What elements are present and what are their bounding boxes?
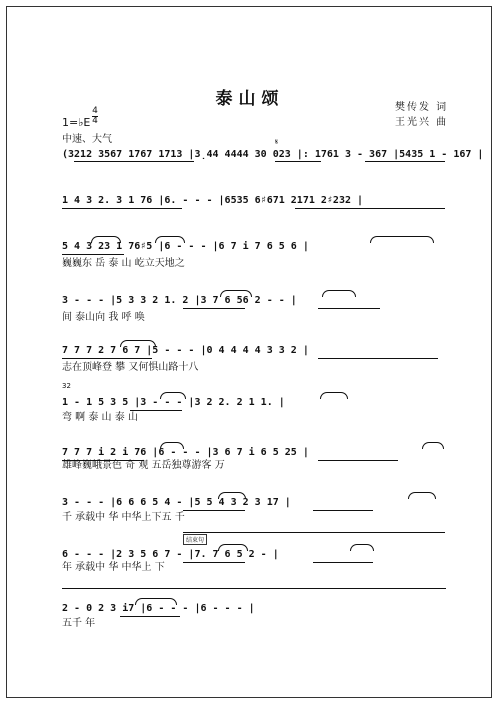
coda-label: 结束句 [183, 534, 207, 545]
beam-line [130, 410, 182, 411]
lyrics-row-8: 千 承载中 华 中华上下五 千 [62, 512, 185, 523]
tempo-marking: 中速、大气 [62, 134, 112, 145]
lyric-row-4 [62, 312, 446, 324]
beam-line [295, 208, 445, 209]
lyric-row-9 [62, 562, 446, 574]
slur-mark [370, 236, 434, 243]
beam-line [74, 161, 194, 162]
slur-mark [350, 544, 374, 551]
coda-bracket-line [183, 532, 445, 533]
meter-top: 4 [92, 106, 98, 116]
lyric-row-7 [62, 460, 446, 472]
lyrics-row-6: 弯 啊 泰 山 泰 山 [62, 412, 138, 423]
notes-row-5: 7 7 7 2 7 6 7 |5 - - - |0 4 4 4 4 3 3 2 | [62, 345, 309, 356]
lyric-row-6 [62, 412, 446, 424]
slur-mark [322, 290, 356, 297]
staff-row-1 [62, 146, 484, 162]
staff-row-7 [62, 444, 446, 460]
beam-line [183, 308, 245, 309]
beam-line [120, 616, 180, 617]
lyrics-row-3: 巍巍东 岳 泰 山 屹立天地之 [62, 258, 185, 269]
notes-row-4: 3 - - - |5 3 3 2 1. 2 |3 7 6 56 2 - - | [62, 295, 297, 306]
notes-row-9: 6 - - - |2 3 5 6 7 - |7. 7 6 5 2 - | [62, 549, 279, 560]
staff-row-6 [62, 394, 446, 410]
beam-line [318, 358, 438, 359]
notes-row-6: 1 - 1 5 3 5 |3 - - - |3 2 2. 2 1 1. | [62, 397, 285, 408]
notes-row-3: 5 4 3 23 1 76♯5 |6 - - - |6 7 i 7 6 5 6 | [62, 241, 309, 252]
beam-line [313, 510, 373, 511]
slur-mark [218, 544, 248, 551]
lyric-row-5 [62, 362, 446, 374]
meter-bottom: 4 [92, 116, 98, 126]
segno-mark: 𝄋 [275, 138, 279, 146]
slur-mark [220, 290, 252, 297]
notes-row-1: (3212 3567 1767 1713 |3̣44 4444 30 023 |: 1761 3 - 367 |5435 1 - 167 | [62, 149, 484, 160]
slur-mark [408, 492, 436, 499]
slur-mark [218, 492, 246, 499]
notes-row-10: 2 - 0 2 3 i7 |6 - - - |6 - - - | [62, 603, 255, 614]
slur-mark [120, 340, 156, 347]
beam-line [183, 510, 245, 511]
beam-line [62, 208, 182, 209]
slur-mark [135, 598, 177, 605]
slur-mark [320, 392, 348, 399]
lyric-row-8 [62, 512, 446, 524]
time-signature [92, 107, 98, 126]
slur-mark [160, 392, 186, 399]
slur-mark [160, 442, 184, 449]
slur-mark [91, 236, 121, 243]
composer-credit: 王光兴 曲 [395, 117, 449, 128]
lyric-row-10 [62, 618, 446, 630]
beam-line [275, 161, 321, 162]
lyrics-row-5: 志在顶峰登 攀 又何惧山路十八 [62, 362, 199, 373]
lyrics-row-10: 五千 年 [62, 618, 96, 629]
staff-row-8 [62, 494, 446, 510]
lyrics-row-9: 年 承载中 华 中华上 下 [62, 562, 165, 573]
song-title: 泰山颂 [215, 89, 285, 109]
staff-row-9 [62, 546, 446, 562]
beam-line [365, 161, 445, 162]
notes-row-7: 7 7 7 i 2 i 76 |6 - - - |3 6 7 i 6 5 25 | [62, 447, 309, 458]
lyrics-row-4: 间 泰山向 我 呼 唤 [62, 312, 145, 323]
lyrics-row-7: 雄峰巍峨景色 奇 观 五岳独尊游客 万 [62, 460, 225, 471]
notes-row-8: 3 - - - |6 6 6 5 4 - |5 5 4 3 2 3 17 | [62, 497, 291, 508]
beam-line [62, 358, 152, 359]
grace-note-mark: 32 [62, 382, 71, 390]
staff-row-10 [62, 600, 446, 616]
staff-row-2 [62, 192, 446, 208]
slur-mark [155, 236, 185, 243]
slur-mark [422, 442, 444, 449]
ending-bracket-line [62, 588, 446, 589]
beam-line [62, 254, 124, 255]
staff-row-4 [62, 292, 446, 308]
notes-row-2: 1 4 3 2. 3 1 76 |6. - - - |6535 6♯671 2171 2♯232 | [62, 195, 364, 206]
key-signature: 1=♭E [62, 116, 91, 129]
lyricist-credit: 樊传发 词 [395, 102, 449, 113]
lyric-row-3 [62, 258, 446, 270]
beam-line [318, 308, 380, 309]
